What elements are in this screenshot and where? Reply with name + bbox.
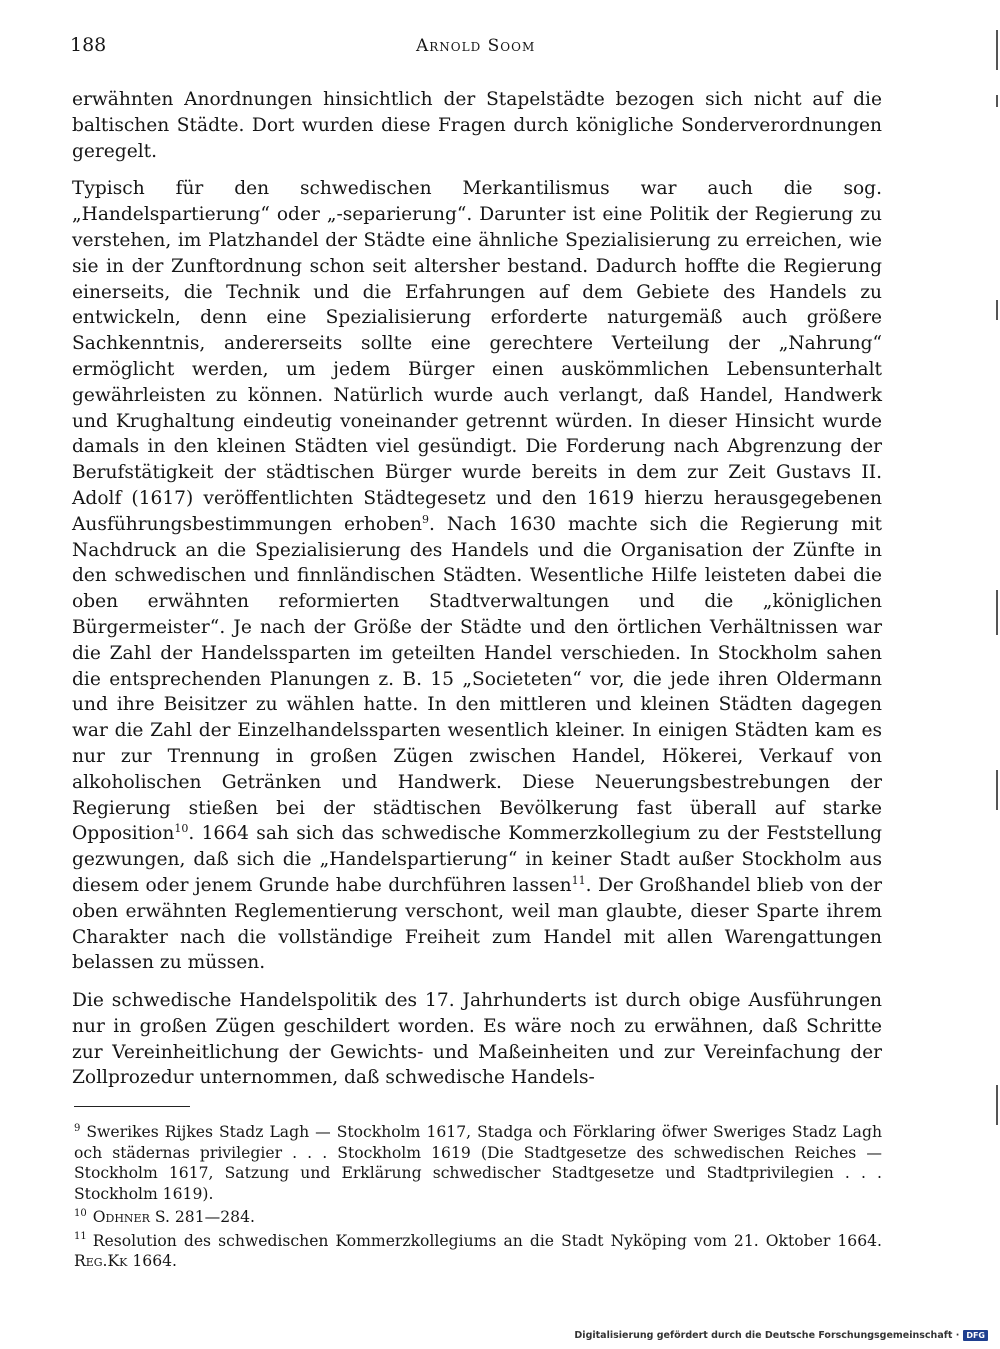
- footnote-9: [74, 1122, 882, 1204]
- body-text: [72, 87, 882, 1103]
- page-header: [70, 34, 882, 64]
- footnote-text: Resolution des schwedischen Kommerzkollegiums an die Stadt Nyköping vom 21. Oktober 1664.: [92, 1231, 882, 1250]
- digitization-credit: [574, 1330, 988, 1341]
- footnote-archive-ref: Reg.Kk: [74, 1252, 128, 1270]
- footnote-text: S. 281—284.: [149, 1208, 255, 1226]
- footnote-ref-9: 9: [421, 512, 429, 526]
- paragraph-2-part-a: Typisch für den schwedischen Merkantilismus war auch die sog. „Handelspartierung“ oder „-separierung“. Darunter ist eine Politik der Regierung zu verstehen, im Platzhandel der Städte eine ähnliche Spezialisierung zu erreichen, wie sie in der Zunftordnung schon seit altersher bestand. Dadurch hoffte die Regierung einerseits, die Technik und die Erfahrungen auf dem Gebiete des Handels zu entwickeln, denn eine Spezialisierung erforderte naturgemäß auch größere Sachkenntnis, andererseits sollte eine gerechtere Verteilung der „Nahrung“ ermöglicht werden, um jedem Bürger einen auskömmlichen Lebensunterhalt gewährleisten zu können. Natürlich wurde auch verlangt, daß Handel, Handwerk und Krughaltung eindeutig voneinander getrennt würden. In dieser Hinsicht wurde damals in den kleinen Städten viel gesündigt. Die Forderung nach Abgrenzung der Berufstätigkeit der städtischen Bürger wurde bereits in dem zur Zeit Gustavs II. Adolf (1617) veröffentlichten Städtegesetz und den 1619 hierzu herausgegebenen Ausführungsbestimmungen erhoben: [72, 178, 882, 535]
- paragraph-2-part-b: . Nach 1630 machte sich die Regierung mit Nachdruck an die Spezialisierung des Handels und die Organisation der Zünfte in den schwedischen und finnländischen Städten. Wesentliche Hilfe leisteten dabei die oben erwähnten reformierten Stadtverwaltungen und die „königlichen Bürgermeister“. Je nach der Größe der Städte und den örtlichen Verhältnissen war die Zahl der Handelssparten im geteilten Handel verschieden. In Stockholm sahen die entsprechenden Planungen z. B. 15 „Societeten“ vor, die jede ihren Oldermann und ihre Beisitzer zu wählen hatte. In den mittleren und kleinen Städten dagegen war die Zahl der Einzelhandelssparten wesentlich kleiner. In einigen Städten kam es nur zur Trennung in großen Zügen zwischen Handel, Hökerei, Verkauf von alkoholischen Getränken und Handwerk. Diese Neuerungsbestrebungen der Regierung stießen bei der städtischen Bevölkerung fast überall auf starke Opposition: [72, 513, 882, 845]
- footnote-author: Odhner: [92, 1208, 150, 1226]
- scan-edge-mark: [996, 30, 998, 70]
- scan-edge-mark: [996, 300, 998, 320]
- scan-edge-mark: [996, 590, 998, 635]
- dfg-logo-icon: DFG: [963, 1330, 988, 1341]
- paragraph-2: [72, 176, 882, 976]
- running-head: Arnold Soom: [416, 36, 536, 56]
- scan-edge-mark: [996, 770, 998, 810]
- footnote-number: 10: [74, 1207, 87, 1219]
- footnote-ref-10: 10: [174, 822, 189, 836]
- footnotes: [74, 1122, 882, 1275]
- footnote-ref-11: 11: [571, 873, 586, 887]
- page-number: 188: [70, 34, 107, 56]
- scan-edge-mark: [996, 1085, 998, 1125]
- footnote-number: 9: [74, 1122, 81, 1134]
- footnote-separator: [74, 1106, 190, 1107]
- scan-edge-mark: [996, 95, 998, 107]
- paragraph-3: Die schwedische Handelspolitik des 17. Jahrhunderts ist durch obige Ausführungen nur in großen Zügen geschildert worden. Es wäre noch zu erwähnen, daß Schritte zur Vereinheitlichung der Gewichts- und Maßeinheiten und zur Vereinfachung der Zollprozedur unternommen, daß schwedische Handels-: [72, 990, 882, 1089]
- paragraph-2-part-c: . 1664 sah sich das schwedische Kommerzkollegium zu der Feststellung gezwungen, daß sich die „Handelspartierung“ in keiner Stadt außer Stockholm aus diesem oder jenem Grunde habe durchführen lassen: [72, 823, 882, 896]
- footnote-archive-year: 1664.: [127, 1252, 177, 1270]
- footnote-10: [74, 1207, 882, 1228]
- paragraph-2-part-d: . Der Großhandel blieb von der oben erwähnten Reglementierung verschont, weil man glaubte, dieser Sparte ihrem Charakter nach die vollständige Freiheit zum Handel mit allen Warengattungen belassen zu müssen.: [72, 874, 882, 974]
- footnote-number: 11: [74, 1231, 87, 1243]
- footnote-11: [74, 1231, 882, 1272]
- footnote-text: Swerikes Rijkes Stadz Lagh — Stockholm 1617, Stadga och Förklaring öfwer Sweriges Stadz Lagh och städernas privilegier . . . Stockholm 1619 (Die Stadtgesetze des schwedischen Reiches — Stockholm 1617, Satzung und Erklärung schwedischer Stadtgesetze und Stadtprivilegien . . . Stockholm 1619).: [74, 1123, 882, 1203]
- credit-text: Digitalisierung gefördert durch die Deutsche Forschungsgemeinschaft ·: [574, 1330, 960, 1341]
- paragraph-1: erwähnten Anordnungen hinsichtlich der Stapelstädte bezogen sich nicht auf die baltischen Städte. Dort wurden diese Fragen durch königliche Sonderverordnungen geregelt.: [72, 89, 882, 162]
